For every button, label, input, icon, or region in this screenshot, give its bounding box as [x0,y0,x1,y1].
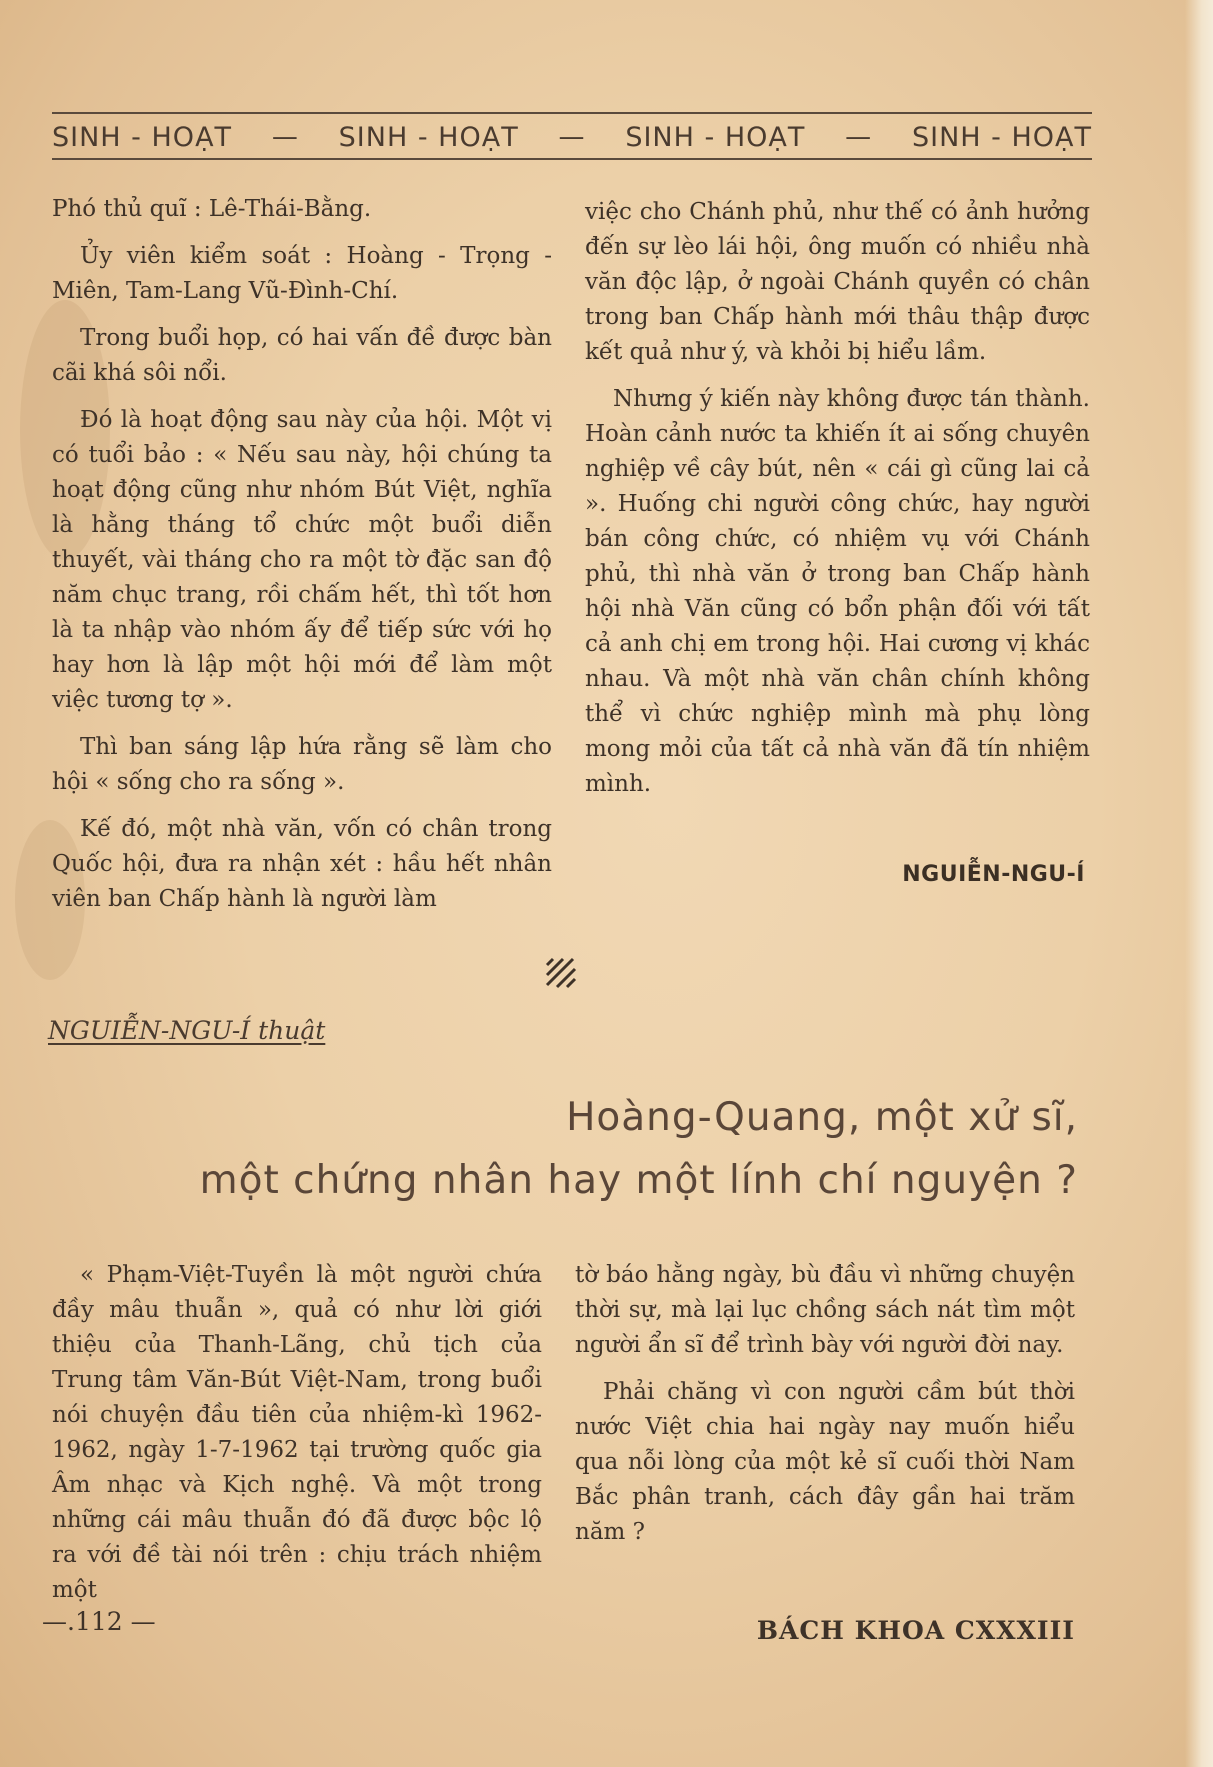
publication-name: BÁCH KHOA CXXXIII [756,1616,1075,1645]
paper-edge [1185,0,1213,1767]
header-separator: — [845,122,873,152]
section-separator-icon [543,955,579,991]
article-byline: NGUIỄN-NGU-Í thuật [48,1016,326,1045]
paragraph: Phó thủ quĩ : Lê-Thái-Bằng. [52,196,372,222]
header-separator: — [558,122,586,152]
header-item: SINH - HOẠT [625,121,806,153]
paragraph: Ủy viên kiểm soát : Hoàng - Trọng - Miên, Tam-Lang Vũ-Đình-Chí. [52,243,552,304]
paragraph: Phải chăng vì con người cầm bút thời nước Việt chia hai ngày nay muốn hiểu qua nỗi lòng của một kẻ sĩ cuối thời Nam Bắc phân tranh, cách đây gần hai trăm năm ? [575,1379,1075,1545]
bottom-right-text-column [575,1258,1075,1562]
header-item: SINH - HOẠT [338,121,519,153]
paragraph: Kế đó, một nhà văn, vốn có chân trong Quốc hội, đưa ra nhận xét : hầu hết nhân viên ban Chấp hành là người làm [52,816,552,912]
header-rule [52,158,1092,160]
header-separator: — [271,122,299,152]
paragraph: việc cho Chánh phủ, như thế có ảnh hưởng đến sự lèo lái hội, ông muốn có nhiều nhà văn độc lập, ở ngoài Chánh quyền có chân trong ban Chấp hành mới thâu thập được kết quả như ý, và khỏi bị hiểu lầm. [585,199,1090,365]
paragraph: tờ báo hằng ngày, bù đầu vì những chuyện thời sự, mà lại lục chồng sách nát tìm một người ẩn sĩ để trình bày với người đời nay. [575,1262,1075,1358]
left-text-column [52,192,552,929]
running-header [52,118,1092,156]
page-number: —.112 — [42,1607,156,1636]
paragraph: Thì ban sáng lập hứa rằng sẽ làm cho hội « sống cho ra sống ». [52,734,552,795]
header-item: SINH - HOẠT [52,121,233,153]
paragraph: « Phạm-Việt-Tuyền là một người chứa đầy mâu thuẫn », quả có như lời giới thiệu của Thanh-Lãng, chủ tịch của Trung tâm Văn-Bút Việt-Nam, trong buổi nói chuyện đầu tiên của nhiệm-kì 1962-1962, ngày 1-7-1962 tại trường quốc gia Âm nhạc và Kịch nghệ. Và một trong những cái mâu thuẫn đó đã được bộc lộ ra với đề tài nói trên : chịu trách nhiệm một [52,1262,542,1603]
article-title-line1: Hoàng-Quang, một xử sĩ, [566,1095,1078,1140]
article-title-line2: một chứng nhân hay một lính chí nguyện ? [199,1158,1078,1203]
paragraph: Đó là hoạt động sau này của hội. Một vị có tuổi bảo : « Nếu sau này, hội chúng ta hoạt động cũng như nhóm Bút Việt, nghĩa là hằng tháng tổ chức một buổi diễn thuyết, vài tháng cho ra một tờ đặc san độ năm chục trang, rồi chấm hết, thì tốt hơn là ta nhập vào nhóm ấy để tiếp sức với họ hay hơn là lập một hội mới để làm một việc tương tợ ». [52,407,552,713]
author-signature: NGUIỄN-NGU-Í [902,862,1085,887]
paragraph: Nhưng ý kiến này không được tán thành. Hoàn cảnh nước ta khiến ít ai sống chuyên nghiệp về cây bút, nên « cái gì cũng lai cả ». Huống chi người công chức, hay người bán công chức, có nhiệm vụ với Chánh phủ, thì nhà văn ở trong ban Chấp hành hội nhà Văn cũng có bổn phận đối với tất cả anh chị em trong hội. Hai cương vị khác nhau. Và một nhà văn chân chính không thể vì chức nghiệp mình mà phụ lòng mong mỏi của tất cả nhà văn đã tín nhiệm mình. [585,386,1090,797]
bottom-left-text-column [52,1258,542,1620]
header-rule [52,112,1092,114]
header-item: SINH - HOẠT [911,121,1092,153]
right-text-column [585,195,1090,814]
paragraph: Trong buổi họp, có hai vấn đề được bàn cãi khá sôi nổi. [52,325,552,386]
